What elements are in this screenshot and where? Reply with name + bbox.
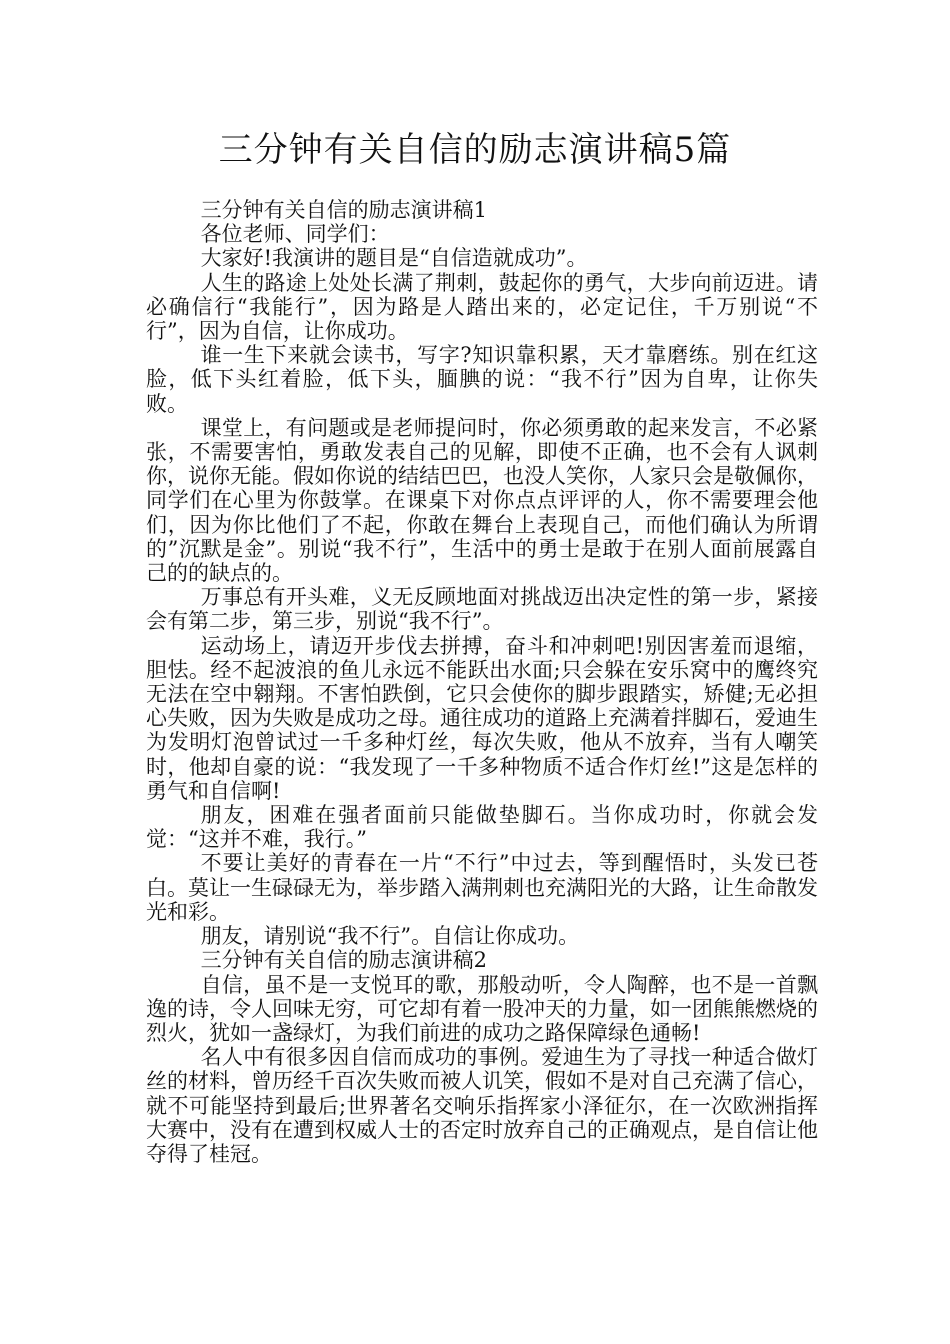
paragraph: 朋友，请别说“我不行”。自信让你成功。 xyxy=(200,924,580,949)
document-title: 三分钟有关自信的励志演讲稿5篇 xyxy=(218,130,732,170)
paragraph: 不要让美好的青春在一片“不行”中过去，等到醒悟时，头发已苍白。莫让一生碌碌无为，举步踏入满荆刺也充满阳光的大路，让生命散发光和彩。 xyxy=(146,851,818,924)
paragraph: 人生的路途上处处长满了荆刺，鼓起你的勇气，大步向前迈进。请必确信行“我能行”，因为路是人踏出来的，必定记住，千万别说“不行”，因为自信，让你成功。 xyxy=(146,270,818,344)
paragraph: 万事总有开头难，义无反顾地面对挑战迈出决定性的第一步，紧接会有第二步，第三步，别说“我不行”。 xyxy=(146,585,818,634)
section-heading-1: 三分钟有关自信的励志演讲稿1 xyxy=(200,198,487,222)
paragraph: 自信，虽不是一支悦耳的歌，那般动听，令人陶醉，也不是一首飘逸的诗，令人回味无穷，可它却有着一股冲天的力量，如一团熊熊燃烧的烈火，犹如一盏绿灯，为我们前进的成功之路保障绿色通畅! xyxy=(146,972,818,1045)
section-heading-2: 三分钟有关自信的励志演讲稿2 xyxy=(200,948,487,973)
paragraph: 名人中有很多因自信而成功的事例。爱迪生为了寻找一种适合做灯丝的材料，曾历经千百次失败而被人讥笑，假如不是对自己充满了信心，就不可能坚持到最后;世界著名交响乐指挥家小泽征尔，在一次欧洲指挥大赛中，没有在遭到权威人士的否定时放弃自己的正确观点，是自信让他夺得了桂冠。 xyxy=(146,1045,818,1166)
paragraph: 课堂上，有问题或是老师提问时，你必须勇敢的起来发言，不必紧张，不需要害怕，勇敢发表自己的见解，即使不正确，也不会有人讽刺你，说你无能。假如你说的结结巴巴，也没人笑你，人家只会是敬佩你，同学们在心里为你鼓掌。在课桌下对你点点评评的人，你不需要理会他们，因为你比他们了不起，你敢在舞台上表现自己，而他们确认为所谓的”沉默是金”。别说“我不行”，生活中的勇士是敢于在别人面前展露自己的的缺点的。 xyxy=(146,415,818,586)
paragraph: 运动场上，请迈开步伐去拼搏，奋斗和冲刺吧!别因害羞而退缩，胆怯。经不起波浪的鱼儿永远不能跃出水面;只会躲在安乐窝中的鹰终究无法在空中翱翔。不害怕跌倒，它只会使你的脚步跟踏实，矫健;无必担心失败，因为失败是成功之母。通往成功的道路上充满着拌脚石，爱迪生为发明灯泡曾试过一千多种灯丝，每次失败，他从不放弃，当有人嘲笑时，他却自豪的说：“我发现了一千多种物质不适合作灯丝!”这是怎样的勇气和自信啊! xyxy=(146,633,818,803)
paragraph: 谁一生下来就会读书，写字?知识靠积累，天才靠磨练。别在红这脸，低下头红着脸，低下头，腼腆的说：“我不行”因为自卑，让你失败。 xyxy=(146,343,818,416)
paragraph: 大家好!我演讲的题目是“自信造就成功”。 xyxy=(200,246,588,271)
document-body xyxy=(146,198,818,1166)
paragraph: 各位老师、同学们： xyxy=(200,222,390,247)
paragraph: 朋友，困难在强者面前只能做垫脚石。当你成功时，你就会发觉：“这并不难，我行。” xyxy=(146,803,818,852)
